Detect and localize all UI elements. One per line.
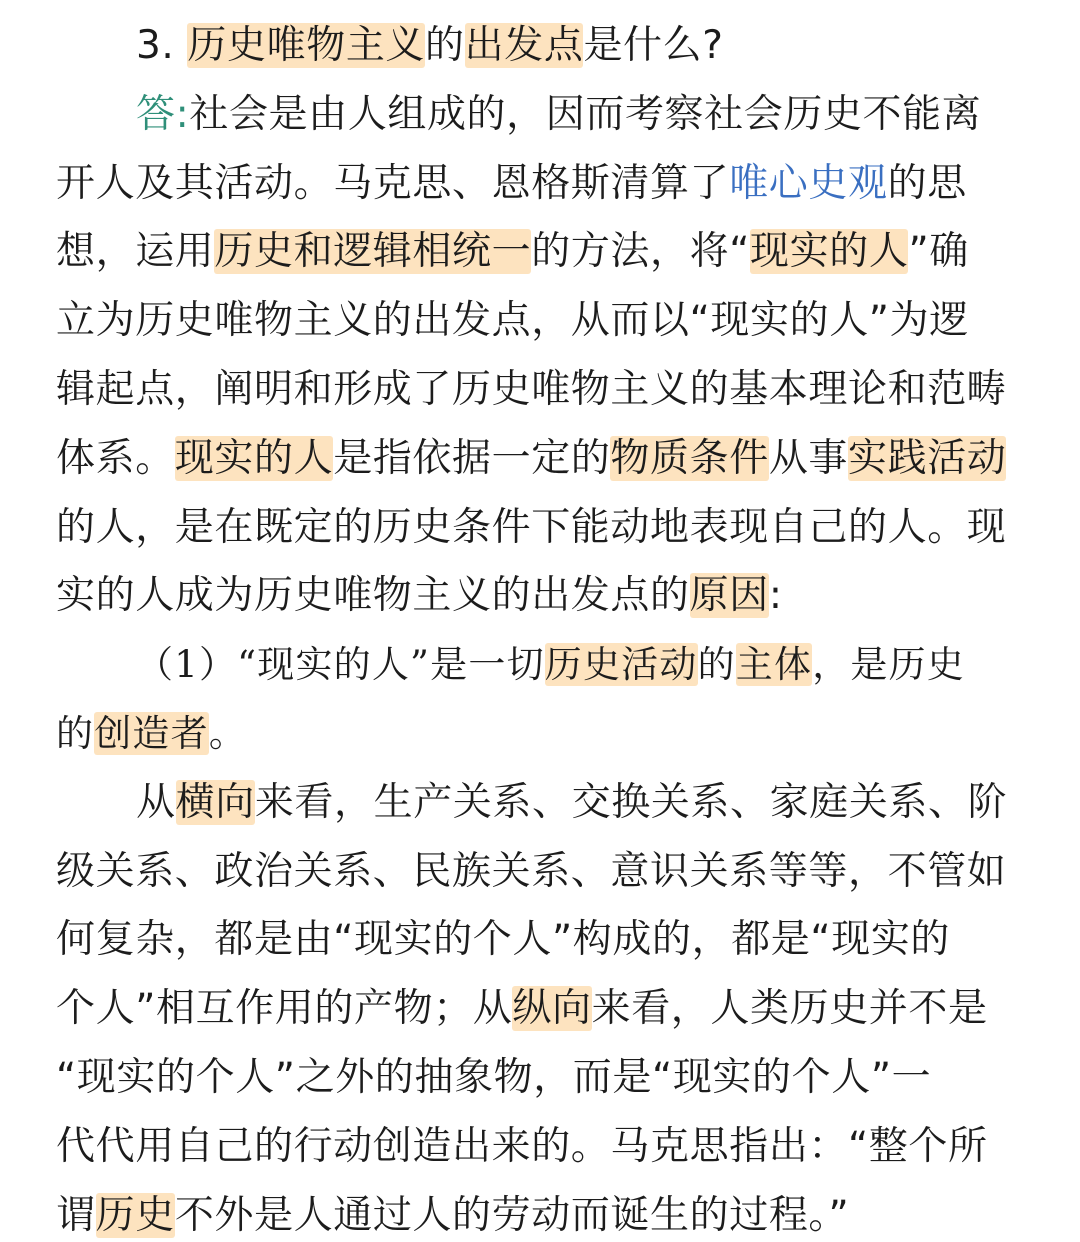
text-segment: 何复杂，都是由“现实的个人”构成的，都是“现实的: [56, 917, 951, 963]
highlighted-term: 横向: [175, 779, 255, 825]
text-segment: 是指依据一定的: [333, 435, 611, 481]
text-segment: 个人”相互作用的产物；从: [56, 986, 513, 1032]
text-line: [56, 846, 1006, 898]
text-segment: 不外是人通过人的劳动而诞生的过程。”: [174, 1192, 850, 1238]
answer-label: 答:: [136, 91, 190, 137]
highlighted-term: 物质条件: [610, 435, 769, 481]
question-title: [136, 20, 724, 72]
text-segment: “现实的个人”之外的抽象物，而是“现实的个人”一: [56, 1055, 932, 1100]
text-segment: 代代用自己的行动创造出来的。马克思指出：“整个所: [56, 1123, 988, 1169]
text-segment: 辑起点，阐明和形成了历史唯物主义的基本理论和范畴: [56, 367, 1007, 412]
highlighted-term: 现实的人: [750, 229, 909, 275]
text-segment: 级关系、政治关系、民族关系、意识关系等等，不管如: [56, 848, 1007, 894]
text-line: [136, 89, 981, 141]
highlighted-term: 出发点: [464, 23, 584, 68]
text-segment: 从事: [768, 435, 849, 481]
text-line: [136, 639, 965, 691]
text-line: [136, 777, 1007, 829]
text-segment: 想，运用: [56, 229, 215, 275]
text-line: [56, 914, 950, 966]
text-line: [56, 708, 247, 760]
text-line: [56, 502, 1006, 554]
text-segment: 从: [136, 779, 176, 825]
text-segment: 。: [208, 712, 248, 755]
highlighted-term: 原因: [689, 573, 769, 619]
text-segment: 实的人成为历史唯物主义的出发点的: [56, 573, 690, 619]
text-line: [56, 1190, 849, 1242]
highlighted-term: 创造者: [94, 712, 209, 755]
highlighted-term: 现实的人: [174, 435, 334, 481]
text-segment: 开人及其活动。马克思、恩格斯清算了: [56, 160, 730, 206]
text-segment: 来看，人类历史并不是: [591, 986, 988, 1032]
text-line: [56, 570, 783, 622]
text-line: [56, 1052, 931, 1104]
highlighted-term: 主体: [735, 643, 813, 687]
highlighted-term: 历史活动: [544, 643, 698, 687]
text-line: [56, 295, 969, 347]
text-segment: （1）“现实的人”是一切: [136, 643, 545, 687]
text-line: [56, 158, 967, 210]
linked-term[interactable]: 唯心史观: [729, 160, 888, 206]
text-segment: 的: [56, 712, 95, 755]
highlighted-term: 历史和逻辑相统一: [214, 229, 532, 275]
text-segment: ”确: [908, 229, 969, 275]
text-line: [56, 226, 969, 278]
text-segment: 的: [425, 23, 465, 68]
text-segment: 社会是由人组成的，因而考察社会历史不能离: [189, 91, 982, 137]
highlighted-term: 实践活动: [848, 435, 1007, 481]
highlighted-term: 纵向: [512, 986, 592, 1032]
text-segment: 是什么?: [583, 23, 724, 68]
highlighted-term: 历史: [95, 1192, 175, 1238]
text-line: [56, 364, 1006, 416]
text-segment: 来看，生产关系、交换关系、家庭关系、阶: [254, 779, 1008, 825]
text-segment: ，是历史: [812, 643, 966, 687]
text-segment: 的: [697, 643, 736, 687]
text-line: [56, 983, 988, 1035]
text-segment: 的方法，将“: [531, 229, 751, 275]
highlighted-term: 历史唯物主义: [187, 23, 426, 68]
text-segment: 的人，是在既定的历史条件下能动地表现自己的人。现: [56, 504, 1007, 550]
text-line: [56, 1121, 988, 1173]
text-line: [56, 433, 1006, 485]
text-segment: :: [768, 573, 783, 619]
text-segment: 体系。: [56, 435, 175, 481]
text-segment: 3.: [136, 23, 188, 68]
text-segment: 谓: [56, 1192, 96, 1238]
text-segment: 立为历史唯物主义的出发点，从而以“现实的人”为逻: [56, 298, 969, 344]
text-segment: 的思: [887, 160, 967, 206]
